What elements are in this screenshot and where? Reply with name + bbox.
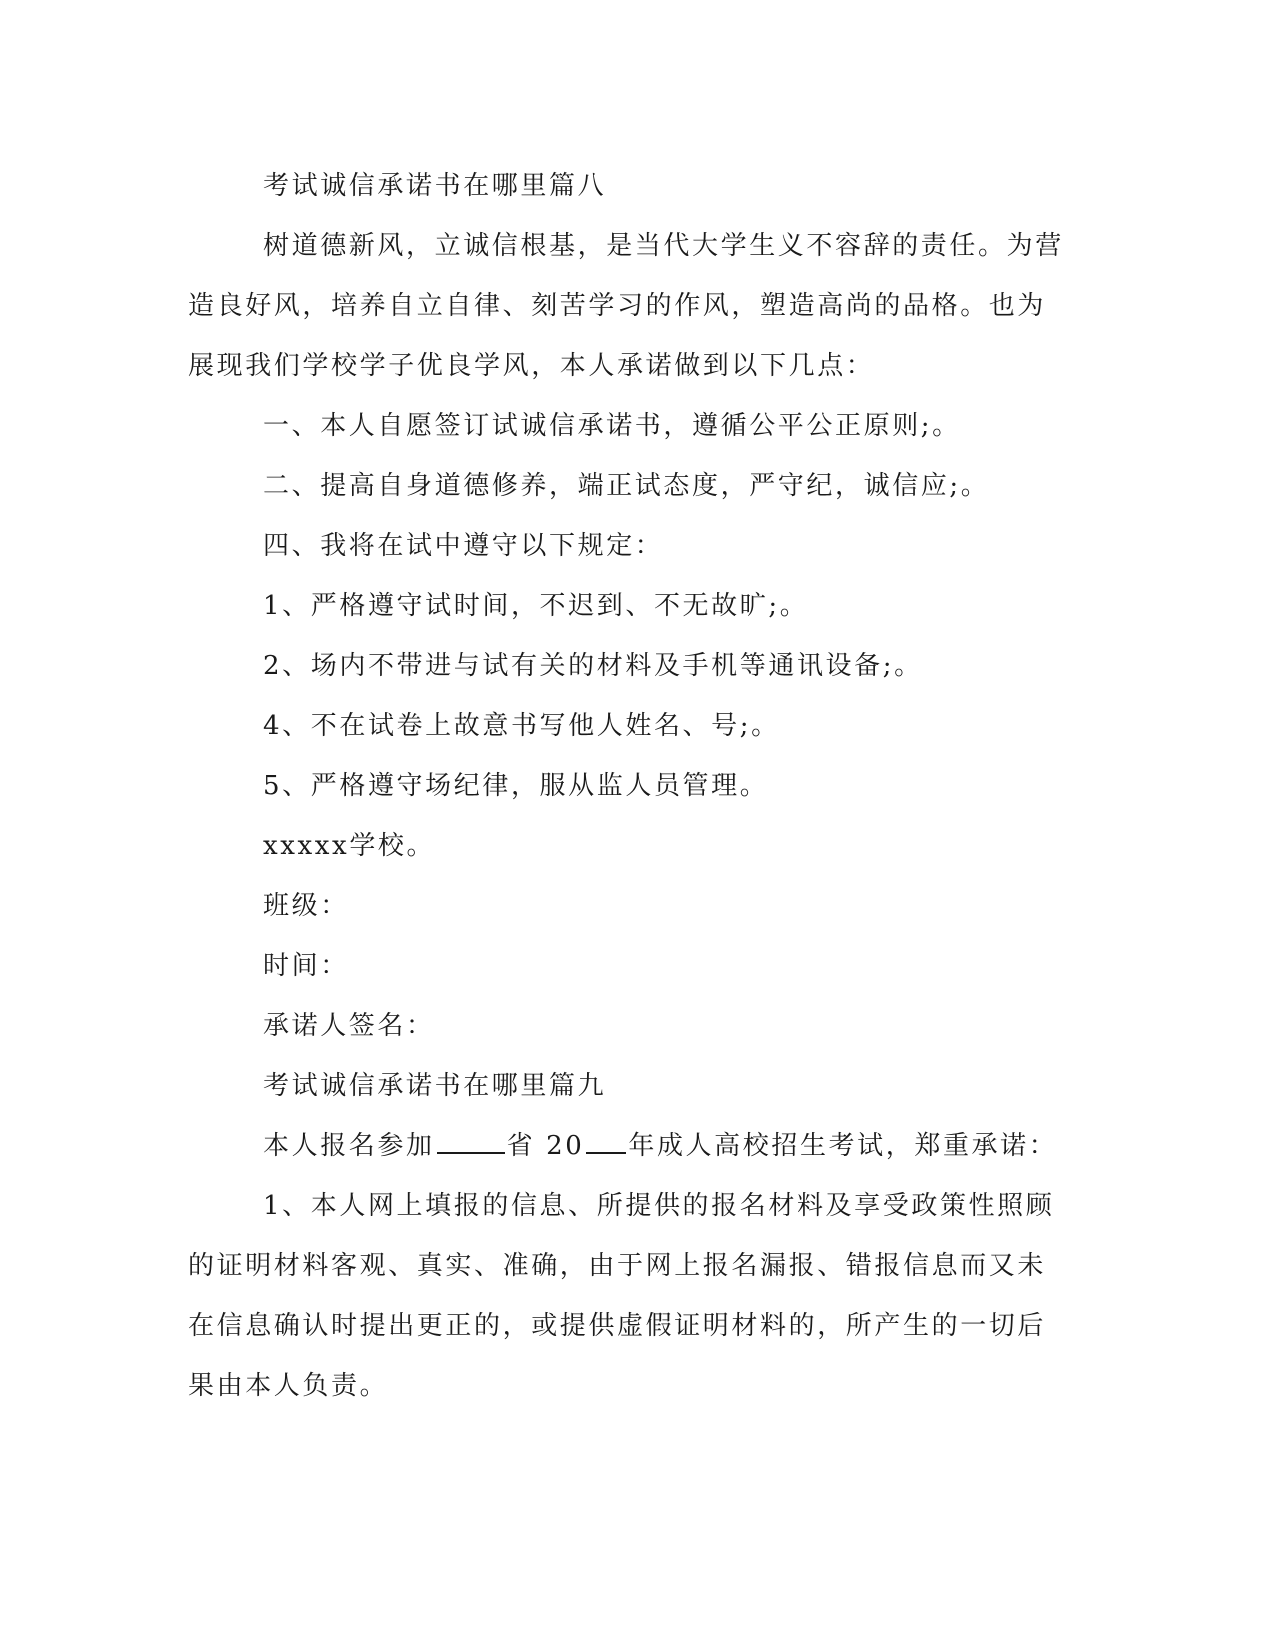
section-9-item-1-line-2: 的证明材料客观、真实、准确，由于网上报名漏报、错报信息而又未 [188, 1251, 1047, 1281]
section-9-item-1-line-1: 1、本人网上填报的信息、所提供的报名材料及享受政策性照顾 [263, 1191, 1055, 1221]
school-name: xxxxx学校。 [263, 831, 436, 861]
pledge-item: 四、我将在试中遵守以下规定： [263, 531, 664, 561]
year-blank [586, 1132, 626, 1154]
pledge-item: 5、严格遵守场纪律，服从监人员管理。 [263, 771, 769, 801]
section-8-intro-line-2: 造良好风，培养自立自律、刻苦学习的作风，塑造高尚的品格。也为 [188, 291, 1047, 321]
class-label: 班级： [263, 891, 349, 921]
province-blank [437, 1132, 505, 1154]
pledge-item: 4、不在试卷上故意书写他人姓名、号;。 [263, 711, 780, 741]
pledge-item: 1、严格遵守试时间，不迟到、不无故旷;。 [263, 591, 809, 621]
section-9-title: 考试诚信承诺书在哪里篇九 [263, 1071, 607, 1101]
section-9-item-1-line-3: 在信息确认时提出更正的，或提供虚假证明材料的，所产生的一切后 [188, 1311, 1047, 1341]
section-9-pledge-statement [188, 1116, 1078, 1176]
pledge-item: 二、提高自身道德修养，端正试态度，严守纪，诚信应;。 [263, 471, 990, 501]
pledge-item: 一、本人自愿签订试诚信承诺书，遵循公平公正原则;。 [263, 411, 961, 441]
section-9-item-1-line-4: 果由本人负责。 [188, 1371, 389, 1401]
section-8-intro-line-3: 展现我们学校学子优良学风，本人承诺做到以下几点： [188, 351, 875, 381]
time-label: 时间： [263, 951, 349, 981]
section-8-title: 考试诚信承诺书在哪里篇八 [263, 171, 607, 201]
pledge-text-part-2: 省 20 [506, 1131, 585, 1161]
pledge-item: 2、场内不带进与试有关的材料及手机等通讯设备;。 [263, 651, 923, 681]
section-8-intro-line-1: 树道德新风，立诚信根基，是当代大学生义不容辞的责任。为营 [263, 231, 1064, 261]
pledge-text-part-3: 年成人高校招生考试，郑重承诺： [628, 1131, 1058, 1161]
document-body [188, 156, 1078, 1416]
signature-label: 承诺人签名： [263, 1011, 435, 1041]
pledge-text-part-1: 本人报名参加 [263, 1131, 435, 1161]
